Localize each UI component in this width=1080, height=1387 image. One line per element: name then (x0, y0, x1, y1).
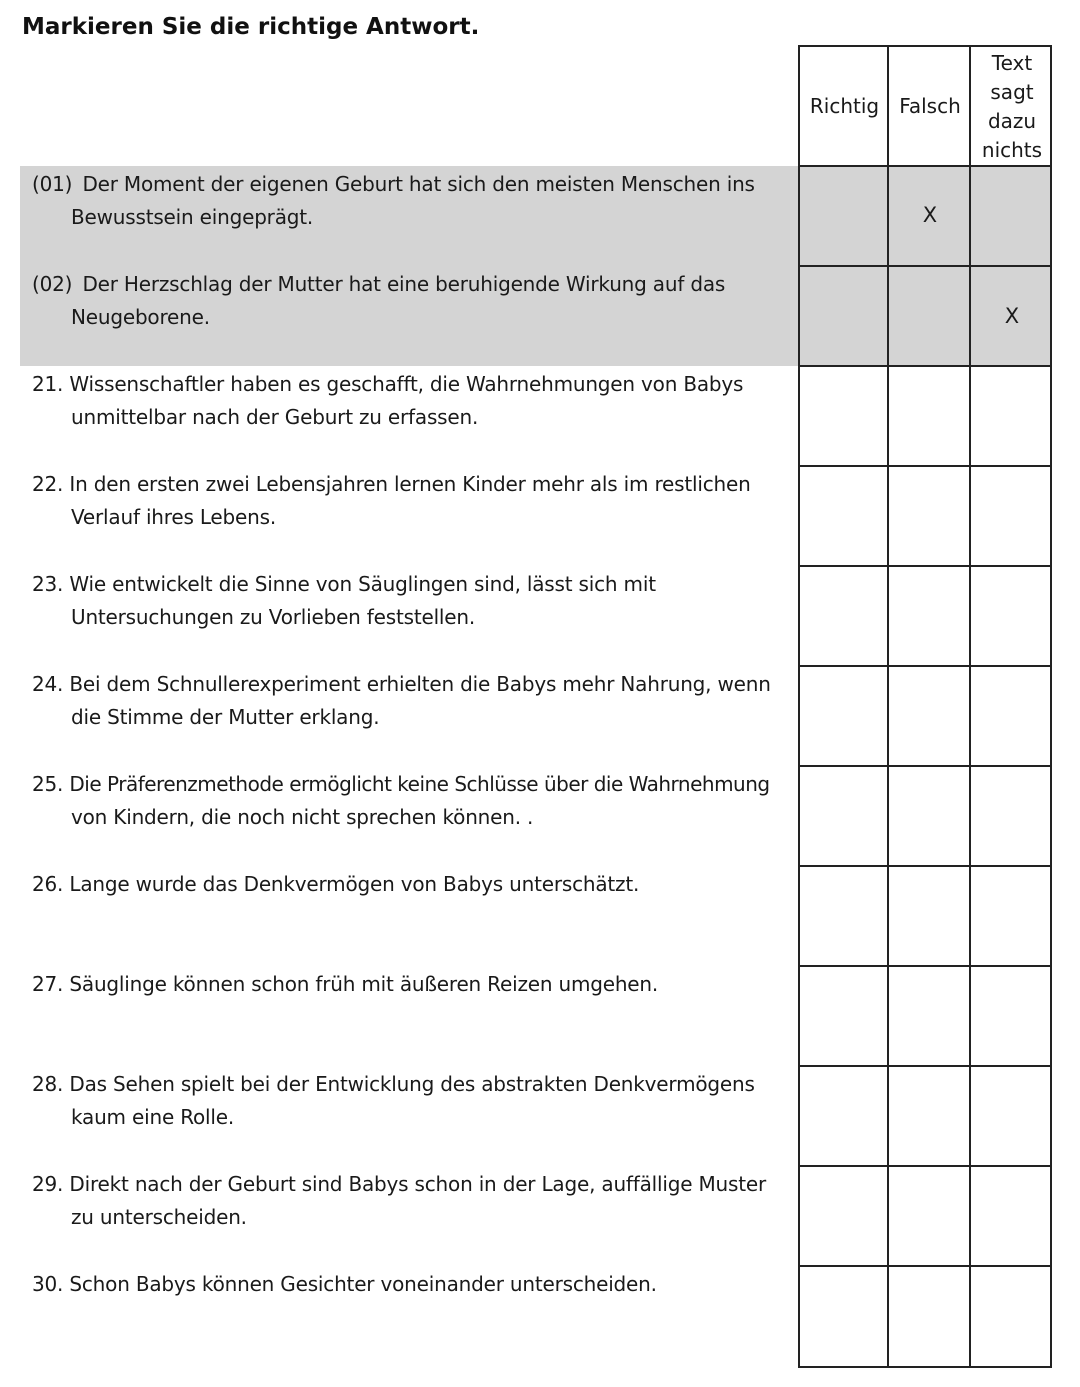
question-23 (32, 568, 792, 634)
question-text-continued: Verlauf ihres Lebens. (71, 505, 276, 529)
example-02-mark-text-sagt-nichts: X (1004, 304, 1020, 328)
question-text-continued: Untersuchungen zu Vorlieben feststellen. (71, 605, 476, 629)
grid-line-horizontal (799, 1366, 1052, 1368)
answer-cell-falsch[interactable] (889, 667, 969, 765)
grid-line-horizontal (799, 765, 1052, 767)
answer-cell-falsch[interactable] (889, 867, 969, 965)
column-header-text-sagt-dazu-nichts (972, 47, 1052, 166)
answer-cell-text-sagt-dazu-nichts[interactable] (971, 1267, 1050, 1365)
question-24 (32, 668, 792, 734)
grid-line-horizontal (799, 45, 1052, 47)
answer-cell-falsch[interactable] (889, 1067, 969, 1165)
answer-cell-richtig[interactable] (800, 767, 887, 865)
grid-line-horizontal (799, 1165, 1052, 1167)
answer-cell-richtig[interactable] (800, 1167, 887, 1265)
statement-text: Der Moment der eigenen Geburt hat sich den meisten Menschen ins (82, 172, 755, 196)
question-text: Direkt nach der Geburt sind Babys schon in der Lage, auffällige Muster (69, 1172, 767, 1196)
question-30 (32, 1268, 792, 1301)
question-28 (32, 1068, 792, 1134)
question-25 (32, 768, 792, 834)
example-01-mark-falsch: X (922, 203, 938, 227)
question-27 (32, 968, 792, 1001)
question-text-continued: zu unterscheiden. (71, 1205, 247, 1229)
question-29 (32, 1168, 792, 1234)
grid-line-vertical (1050, 45, 1052, 1368)
question-number: 23. (32, 572, 64, 596)
question-text: Säuglinge können schon früh mit äußeren Reizen umgehen. (69, 972, 659, 996)
question-number: 25. (32, 772, 64, 796)
page-title: Markieren Sie die richtige Antwort. (22, 14, 480, 40)
column-header-falsch: Falsch (899, 94, 961, 118)
question-text: Lange wurde das Denkvermögen von Babys unterschätzt. (69, 872, 640, 896)
question-text: Schon Babys können Gesichter voneinander unterscheiden. (69, 1272, 657, 1296)
example-statement-01 (32, 168, 792, 234)
answer-cell-richtig[interactable] (800, 1267, 887, 1365)
answer-cell-text-sagt-dazu-nichts[interactable] (971, 967, 1050, 1065)
header-line: dazu (987, 108, 1037, 133)
question-text: Bei dem Schnullerexperiment erhielten die Babys mehr Nahrung, wenn (69, 672, 771, 696)
answer-cell-richtig[interactable] (800, 567, 887, 665)
answer-cell-falsch[interactable] (889, 367, 969, 465)
answer-cell-text-sagt-dazu-nichts[interactable] (971, 767, 1050, 865)
statement-number: (01) (32, 172, 73, 196)
grid-line-horizontal (799, 865, 1052, 867)
question-number: 26. (32, 872, 64, 896)
answer-cell-text-sagt-dazu-nichts[interactable] (971, 1067, 1050, 1165)
answer-cell-text-sagt-dazu-nichts[interactable] (971, 867, 1050, 965)
grid-line-horizontal (799, 965, 1052, 967)
grid-line-horizontal (799, 565, 1052, 567)
grid-line-horizontal (799, 165, 1052, 167)
answer-cell-text-sagt-dazu-nichts[interactable] (971, 467, 1050, 565)
statement-text-continued: Neugeborene. (71, 305, 210, 329)
answer-cell-falsch[interactable] (889, 567, 969, 665)
answer-cell-falsch[interactable] (889, 767, 969, 865)
grid-line-vertical (798, 45, 800, 1368)
grid-line-horizontal (799, 465, 1052, 467)
answer-cell-richtig[interactable] (800, 967, 887, 1065)
question-text-continued: kaum eine Rolle. (71, 1105, 235, 1129)
statement-number: (02) (32, 272, 73, 296)
question-text-continued: die Stimme der Mutter erklang. (71, 705, 380, 729)
answer-cell-text-sagt-dazu-nichts[interactable] (971, 1167, 1050, 1265)
answer-cell-text-sagt-dazu-nichts[interactable] (971, 667, 1050, 765)
grid-line-horizontal (799, 1065, 1052, 1067)
answer-cell-text-sagt-dazu-nichts[interactable] (971, 367, 1050, 465)
statement-text: Der Herzschlag der Mutter hat eine beruhigende Wirkung auf das (82, 272, 726, 296)
statement-text-continued: Bewusstsein eingeprägt. (71, 205, 314, 229)
column-header-richtig: Richtig (809, 94, 880, 118)
answer-cell-richtig[interactable] (800, 867, 887, 965)
question-number: 22. (32, 472, 64, 496)
question-26 (32, 868, 792, 901)
grid-line-horizontal (799, 1265, 1052, 1267)
grid-line-horizontal (799, 665, 1052, 667)
question-number: 21. (32, 372, 64, 396)
grid-line-horizontal (799, 365, 1052, 367)
answer-cell-richtig[interactable] (800, 467, 887, 565)
question-text-continued: von Kindern, die noch nicht sprechen können. . (71, 805, 534, 829)
header-line: Text (991, 50, 1033, 75)
question-text: Das Sehen spielt bei der Entwicklung des abstrakten Denkvermögens (69, 1072, 755, 1096)
example-statement-02 (32, 268, 792, 334)
question-text-continued: unmittelbar nach der Geburt zu erfassen. (71, 405, 479, 429)
header-line: nichts (981, 137, 1043, 162)
answer-cell-falsch[interactable] (889, 1267, 969, 1365)
question-22 (32, 468, 792, 534)
answer-cell-text-sagt-dazu-nichts[interactable] (971, 567, 1050, 665)
grid-line-vertical (969, 45, 971, 1368)
grid-line-vertical (887, 45, 889, 1368)
question-number: 24. (32, 672, 64, 696)
question-21 (32, 368, 792, 434)
question-text: Wissenschaftler haben es geschafft, die Wahrnehmungen von Babys (69, 372, 744, 396)
question-text: In den ersten zwei Lebensjahren lernen Kinder mehr als im restlichen (69, 472, 751, 496)
header-line: sagt (990, 79, 1034, 104)
answer-cell-falsch[interactable] (889, 1167, 969, 1265)
answer-cell-falsch[interactable] (889, 967, 969, 1065)
answer-cell-richtig[interactable] (800, 367, 887, 465)
question-number: 30. (32, 1272, 64, 1296)
question-text: Die Präferenzmethode ermöglicht keine Schlüsse über die Wahrnehmung (69, 772, 770, 796)
grid-line-horizontal (799, 265, 1052, 267)
question-text: Wie entwickelt die Sinne von Säuglingen sind, lässt sich mit (69, 572, 656, 596)
question-number: 29. (32, 1172, 64, 1196)
question-number: 27. (32, 972, 64, 996)
answer-cell-falsch[interactable] (889, 467, 969, 565)
question-number: 28. (32, 1072, 64, 1096)
answer-cell-richtig[interactable] (800, 1067, 887, 1165)
answer-cell-richtig[interactable] (800, 667, 887, 765)
